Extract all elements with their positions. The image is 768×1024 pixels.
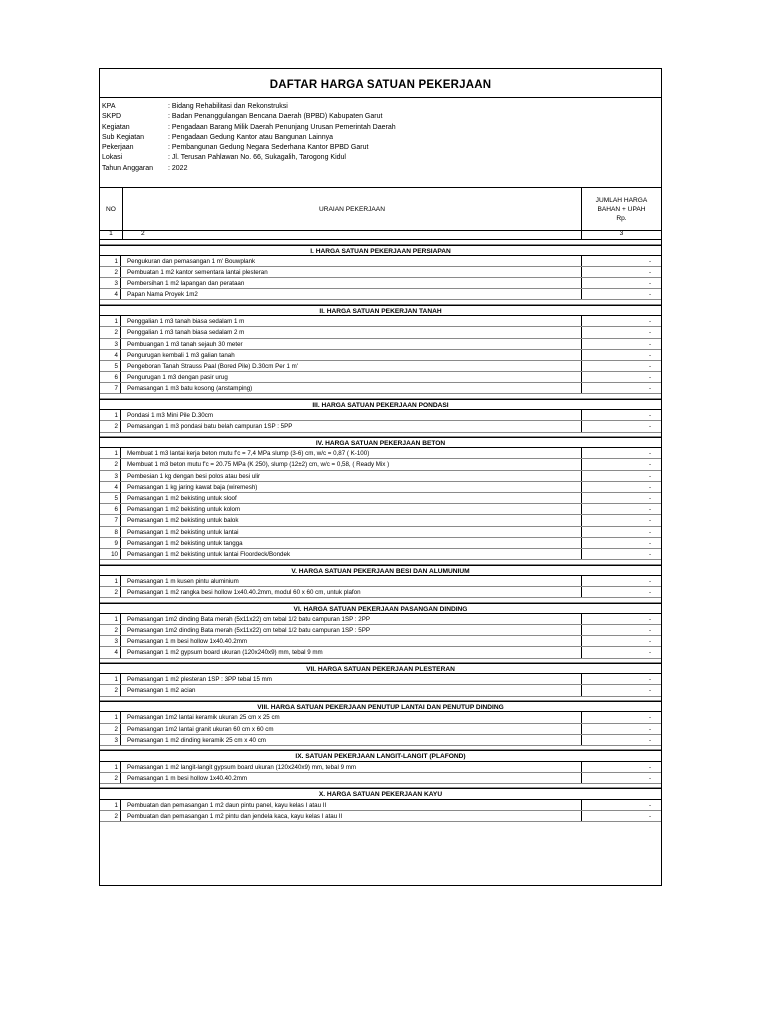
row-number: 2 xyxy=(100,327,121,337)
row-description: Penggalian 1 m3 tanah biasa sedalam 2 m xyxy=(123,327,582,337)
info-row xyxy=(102,143,396,153)
row-number: 7 xyxy=(100,515,121,525)
row-number: 2 xyxy=(100,811,121,821)
row-description: Pemasangan 1 kg jaring kawat baja (wiremesh) xyxy=(123,482,582,492)
row-description: Pemasangan 1 m2 dinding keramik 25 cm x 40 cm xyxy=(123,735,582,745)
table-row xyxy=(100,267,661,278)
row-description: Pemasangan 1 m besi hollow 1x40.40.2mm xyxy=(123,773,582,783)
row-number: 4 xyxy=(100,289,121,299)
info-row xyxy=(102,112,396,122)
table-row xyxy=(100,339,661,350)
row-number: 5 xyxy=(100,361,121,371)
project-info xyxy=(102,102,396,174)
row-description: Pemasangan 1 m besi hollow 1x40.40.2mm xyxy=(123,636,582,646)
table-body xyxy=(100,240,661,822)
info-row xyxy=(102,102,396,112)
row-number: 1 xyxy=(100,256,121,266)
info-label: Lokasi xyxy=(102,154,123,162)
info-row xyxy=(102,153,396,163)
section-heading: II. HARGA SATUAN PEKERJAN TANAH xyxy=(100,305,661,316)
table-row xyxy=(100,712,661,723)
info-label: SKPD xyxy=(102,113,122,121)
row-price: - xyxy=(648,329,651,337)
header-description: URAIAN PEKERJAAN xyxy=(123,188,582,230)
row-description: Pemasangan 1m2 dinding Bata merah (5x11x22) cm tebal 1/2 batu campuran 1SP : 2PP xyxy=(123,614,582,624)
row-description: Pemasangan 1 m3 batu kosong (anstamping) xyxy=(123,383,582,393)
row-number: 2 xyxy=(100,625,121,635)
section-heading: VI. HARGA SATUAN PEKERJAAN PASANGAN DINDING xyxy=(100,603,661,614)
section-heading: I. HARGA SATUAN PEKERJAAN PERSIAPAN xyxy=(100,245,661,256)
row-price: - xyxy=(648,280,651,288)
row-price: - xyxy=(648,318,651,326)
header-price-line-3: Rp. xyxy=(616,214,627,222)
header-no: NO xyxy=(100,188,123,230)
table-row xyxy=(100,614,661,625)
table-row xyxy=(100,576,661,587)
row-price: - xyxy=(648,649,651,657)
row-description: Pembesian 1 kg dengan besi polos atau besi ulir xyxy=(123,471,582,481)
section-heading: IX. SATUAN PEKERJAAN LANGIT-LANGIT (PLAFOND) xyxy=(100,750,661,761)
table-row xyxy=(100,482,661,493)
section-heading: V. HARGA SATUAN PEKERJAAN BESI DAN ALUMUNIUM xyxy=(100,565,661,576)
table-row xyxy=(100,811,661,822)
row-number: 4 xyxy=(100,350,121,360)
info-label: Tahun Anggaran xyxy=(102,164,153,172)
row-description: Pemasangan 1 m2 bekisting untuk lantai xyxy=(123,527,582,537)
table-row xyxy=(100,587,661,598)
row-description: Pemasangan 1 m2 plesteran 1SP : 3PP tebal 15 mm xyxy=(123,674,582,684)
row-number: 10 xyxy=(100,549,121,559)
row-number: 1 xyxy=(100,800,121,810)
row-description: Pemasangan 1 m2 gypsum board ukuran (120x240x9) mm, tebal 9 mm xyxy=(123,647,582,657)
row-description: Pembuangan 1 m3 tanah sejauh 30 meter xyxy=(123,339,582,349)
table-row xyxy=(100,350,661,361)
table-row xyxy=(100,800,661,811)
table-row xyxy=(100,361,661,372)
row-number: 2 xyxy=(100,685,121,695)
row-number: 3 xyxy=(100,278,121,288)
table-row xyxy=(100,549,661,560)
info-label: Sub Kegiatan xyxy=(102,133,145,141)
row-price: - xyxy=(648,539,651,547)
row-number: 3 xyxy=(100,339,121,349)
table-row xyxy=(100,735,661,746)
table-row xyxy=(100,459,661,470)
table-row xyxy=(100,773,661,784)
column-number-row xyxy=(100,229,661,240)
row-number: 2 xyxy=(100,459,121,469)
row-description: Pondasi 1 m3 Mini Pile D.30cm xyxy=(123,410,582,420)
row-price: - xyxy=(648,257,651,265)
info-label: Pekerjaan xyxy=(102,144,134,152)
table-row xyxy=(100,504,661,515)
info-row xyxy=(102,133,396,143)
row-price: - xyxy=(648,506,651,514)
row-price: - xyxy=(648,763,651,771)
row-price: - xyxy=(648,351,651,359)
row-number: 2 xyxy=(100,724,121,734)
row-description: Papan Nama Proyek 1m2 xyxy=(123,289,582,299)
row-price: - xyxy=(648,494,651,502)
row-description: Pembuatan dan pemasangan 1 m2 daun pintu panel, kayu kelas I atau II xyxy=(123,800,582,810)
row-number: 3 xyxy=(100,735,121,745)
row-description: Pengurugan 1 m3 dengan pasir urug xyxy=(123,372,582,382)
row-number: 4 xyxy=(100,647,121,657)
row-price: - xyxy=(648,812,651,820)
table-row xyxy=(100,493,661,504)
price-list-sheet xyxy=(99,68,662,886)
table-row xyxy=(100,527,661,538)
row-number: 1 xyxy=(100,410,121,420)
table-row xyxy=(100,410,661,421)
row-price: - xyxy=(648,461,651,469)
row-number: 2 xyxy=(100,267,121,277)
table-row xyxy=(100,538,661,549)
row-description: Pemasangan 1m2 dinding Bata merah (5x11x22) cm tebal 1/2 batu campuran 1SP : 5PP xyxy=(123,625,582,635)
row-price: - xyxy=(648,676,651,684)
row-number: 1 xyxy=(100,712,121,722)
info-value: : Bidang Rehabilitasi dan Rekonstruksi xyxy=(168,103,288,110)
table-row xyxy=(100,471,661,482)
table-row xyxy=(100,636,661,647)
row-number: 3 xyxy=(100,471,121,481)
row-description: Pemasangan 1 m2 bekisting untuk balok xyxy=(123,515,582,525)
row-number: 2 xyxy=(100,587,121,597)
table-row xyxy=(100,383,661,394)
row-price: - xyxy=(648,362,651,370)
row-description: Pemasangan 1 m2 acian xyxy=(123,685,582,695)
row-description: Pemasangan 1 m2 bekisting untuk sloof xyxy=(123,493,582,503)
info-value: : Pengadaan Barang Milik Daerah Penunjang Urusan Pemerintah Daerah xyxy=(168,123,396,131)
table-row xyxy=(100,448,661,459)
row-price: - xyxy=(648,472,651,480)
row-description: Pemasangan 1 m2 bekisting untuk tangga xyxy=(123,538,582,548)
table-row xyxy=(100,724,661,735)
row-price: - xyxy=(648,774,651,782)
column-number-1: 1 xyxy=(100,229,123,239)
row-price: - xyxy=(648,517,651,525)
table-row xyxy=(100,685,661,696)
row-price: - xyxy=(648,638,651,646)
header-price xyxy=(582,188,661,230)
row-number: 1 xyxy=(100,674,121,684)
info-value: : Pengadaan Gedung Kantor atau Bangunan Lainnya xyxy=(168,133,334,141)
row-price: - xyxy=(648,687,651,695)
section-heading: III. HARGA SATUAN PEKERJAAN PONDASI xyxy=(100,399,661,410)
info-value: : Pembangunan Gedung Negara Sederhana Kantor BPBD Garut xyxy=(168,144,369,152)
table-row xyxy=(100,316,661,327)
row-number: 9 xyxy=(100,538,121,548)
row-description: Pemasangan 1 m2 rangka besi hollow 1x40.40.2mm, modul 60 x 60 cm, untuk plafon xyxy=(123,587,582,597)
row-price: - xyxy=(648,714,651,722)
row-number: 3 xyxy=(100,636,121,646)
table-row xyxy=(100,372,661,383)
table-row xyxy=(100,289,661,300)
title-divider xyxy=(100,97,661,98)
header-price-line-1: JUMLAH HARGA xyxy=(595,196,648,204)
row-price: - xyxy=(648,268,651,276)
row-number: 2 xyxy=(100,773,121,783)
row-description: Pemasangan 1 m2 bekisting untuk lantai Floordeck/Bondek xyxy=(123,549,582,559)
table-row xyxy=(100,625,661,636)
row-price: - xyxy=(648,385,651,393)
row-price: - xyxy=(648,550,651,558)
row-description: Pemasangan 1 m2 bekisting untuk kolom xyxy=(123,504,582,514)
row-price: - xyxy=(648,577,651,585)
row-description: Penggalian 1 m3 tanah biasa sedalam 1 m xyxy=(123,316,582,326)
section-heading: VII. HARGA SATUAN PEKERJAAN PLESTERAN xyxy=(100,663,661,674)
section-heading: X. HARGA SATUAN PEKERJAAN KAYU xyxy=(100,788,661,799)
row-price: - xyxy=(648,412,651,420)
row-number: 7 xyxy=(100,383,121,393)
row-price: - xyxy=(648,588,651,596)
row-price: - xyxy=(648,483,651,491)
table-row xyxy=(100,256,661,267)
table-row xyxy=(100,421,661,432)
column-number-3: 3 xyxy=(619,230,624,237)
table-row xyxy=(100,278,661,289)
table-row xyxy=(100,647,661,658)
row-number: 5 xyxy=(100,493,121,503)
column-number-2: 2 xyxy=(123,229,582,239)
table-row xyxy=(100,327,661,338)
row-price: - xyxy=(648,450,651,458)
row-price: - xyxy=(648,423,651,431)
row-price: - xyxy=(648,615,651,623)
row-description: Pembuatan 1 m2 kantor sementara lantai plesteran xyxy=(123,267,582,277)
header-price-line-2: BAHAN + UPAH xyxy=(597,205,646,213)
row-price: - xyxy=(648,528,651,536)
info-label: KPA xyxy=(102,103,116,110)
row-number: 6 xyxy=(100,504,121,514)
info-row xyxy=(102,123,396,133)
row-price: - xyxy=(648,801,651,809)
row-description: Pembersihan 1 m2 lapangan dan perataan xyxy=(123,278,582,288)
row-number: 1 xyxy=(100,762,121,772)
row-number: 1 xyxy=(100,614,121,624)
row-description: Pengukuran dan pemasangan 1 m' Bouwplank xyxy=(123,256,582,266)
row-description: Pemasangan 1 m2 langit-langit gypsum board ukuran (120x240x9) mm, tebal 9 mm xyxy=(123,762,582,772)
section-heading: VIII. HARGA SATUAN PEKERJAAN PENUTUP LANTAI DAN PENUTUP DINDING xyxy=(100,701,661,712)
row-description: Pemasangan 1m2 lantai keramik ukuran 25 cm x 25 cm xyxy=(123,712,582,722)
row-description: Pemasangan 1 m3 pondasi batu belah campuran 1SP : 5PP xyxy=(123,421,582,431)
table-row xyxy=(100,674,661,685)
row-number: 2 xyxy=(100,421,121,431)
row-description: Membuat 1 m3 beton mutu f'c = 20.75 MPa (K 250), slump (12±2) cm, w/c = 0,58, ( Ready Mix ) xyxy=(123,459,582,469)
section-heading: IV. HARGA SATUAN PEKERJAAN BETON xyxy=(100,437,661,448)
row-price: - xyxy=(648,725,651,733)
row-number: 8 xyxy=(100,527,121,537)
row-description: Pemasangan 1 m kusen pintu aluminium xyxy=(123,576,582,586)
info-value: : 2022 xyxy=(168,164,188,172)
row-number: 6 xyxy=(100,372,121,382)
row-number: 1 xyxy=(100,576,121,586)
table-row xyxy=(100,762,661,773)
row-price: - xyxy=(648,340,651,348)
row-number: 4 xyxy=(100,482,121,492)
row-description: Pemasangan 1m2 lantai granit ukuran 60 cm x 60 cm xyxy=(123,724,582,734)
info-value: : Jl. Terusan Pahlawan No. 66, Sukagalih, Tarogong Kidul xyxy=(168,154,346,162)
table-header xyxy=(100,187,661,231)
row-number: 1 xyxy=(100,316,121,326)
row-price: - xyxy=(648,291,651,299)
document-title: DAFTAR HARGA SATUAN PEKERJAAN xyxy=(269,79,492,91)
row-description: Pembuatan dan pemasangan 1 m2 pintu dan jendela kaca, kayu kelas I atau II xyxy=(123,811,582,821)
row-number: 1 xyxy=(100,448,121,458)
info-value: : Badan Penanggulangan Bencana Daerah (BPBD) Kabupaten Garut xyxy=(168,113,383,121)
row-price: - xyxy=(648,374,651,382)
row-description: Pengeboran Tanah Strauss Paal (Bored Pile) D.30cm Per 1 m' xyxy=(123,361,582,371)
info-row xyxy=(102,164,396,174)
row-description: Pengurugan kembali 1 m3 galian tanah xyxy=(123,350,582,360)
row-price: - xyxy=(648,736,651,744)
row-description: Membuat 1 m3 lantai kerja beton mutu f'c = 7,4 MPa slump (3-6) cm, w/c = 0,87 ( K-100) xyxy=(123,448,582,458)
table-row xyxy=(100,515,661,526)
info-label: Kegiatan xyxy=(102,123,130,131)
row-price: - xyxy=(648,627,651,634)
